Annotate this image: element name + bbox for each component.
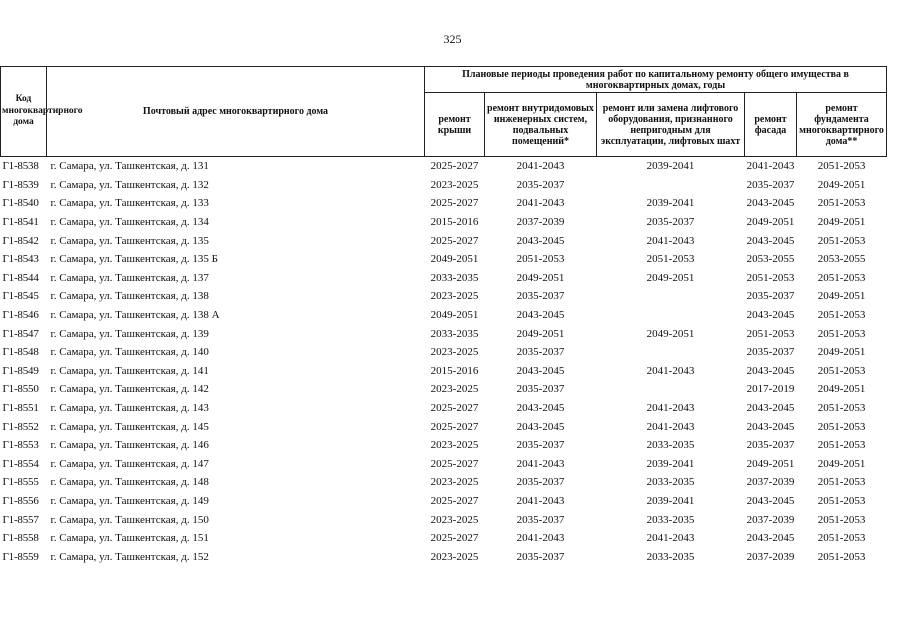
cell-roof: 2023-2025 xyxy=(430,178,479,191)
cell-roof: 2025-2027 xyxy=(430,160,479,173)
cell-foundation: 2051-2053 xyxy=(817,160,866,173)
cell-facade: 2043-2045 xyxy=(746,532,795,545)
cell-code: Г1-8558 xyxy=(2,532,39,545)
cell-facade: 2043-2045 xyxy=(746,420,795,433)
cell-address: г. Самара, ул. Ташкентская, д. 138 А xyxy=(50,309,220,322)
cell-address: г. Самара, ул. Ташкентская, д. 145 xyxy=(50,420,209,433)
cell-code: Г1-8539 xyxy=(2,178,39,191)
cell-engineering: 2041-2043 xyxy=(516,197,565,210)
cell-foundation: 2051-2053 xyxy=(817,513,866,526)
cell-address: г. Самара, ул. Ташкентская, д. 139 xyxy=(50,327,209,340)
table-row xyxy=(1,529,887,548)
cell-code: Г1-8542 xyxy=(2,234,39,247)
cell-facade: 2043-2045 xyxy=(746,402,795,415)
cell-lift: 2041-2043 xyxy=(646,420,695,433)
cell-code: Г1-8553 xyxy=(2,439,39,452)
cell-roof: 2023-2025 xyxy=(430,476,479,489)
cell-address: г. Самара, ул. Ташкентская, д. 149 xyxy=(50,494,209,507)
cell-address: г. Самара, ул. Ташкентская, д. 142 xyxy=(50,383,209,396)
cell-engineering: 2049-2051 xyxy=(516,327,565,340)
cell-lift: 2033-2035 xyxy=(646,513,695,526)
table-row xyxy=(1,287,887,306)
cell-roof: 2025-2027 xyxy=(430,402,479,415)
cell-address: г. Самара, ул. Ташкентская, д. 132 xyxy=(50,178,209,191)
cell-engineering: 2041-2043 xyxy=(516,532,565,545)
cell-facade: 2035-2037 xyxy=(746,439,795,452)
cell-foundation: 2051-2053 xyxy=(817,494,866,507)
cell-lift xyxy=(597,176,745,195)
cell-lift: 2041-2043 xyxy=(646,532,695,545)
cell-code: Г1-8557 xyxy=(2,513,39,526)
cell-facade: 2037-2039 xyxy=(746,476,795,489)
table-row xyxy=(1,250,887,269)
header-planned-periods: Плановые периоды проведения работ по капитальному ремонту общего имущества в многоквартирных домах, годы xyxy=(425,67,887,93)
cell-roof: 2015-2016 xyxy=(430,364,479,377)
table-row xyxy=(1,213,887,232)
cell-code: Г1-8559 xyxy=(2,550,39,563)
header-lift-repair: ремонт или замена лифтового оборудования, признанного непригодным для эксплуатации, лифтовых шахт xyxy=(597,93,745,157)
header-roof-repair: ремонт крыши xyxy=(425,93,485,157)
cell-facade: 2051-2053 xyxy=(746,271,795,284)
cell-address: г. Самара, ул. Ташкентская, д. 152 xyxy=(50,550,209,563)
cell-foundation: 2051-2053 xyxy=(817,364,866,377)
cell-foundation: 2051-2053 xyxy=(817,309,866,322)
cell-roof: 2015-2016 xyxy=(430,216,479,229)
cell-code: Г1-8548 xyxy=(2,346,39,359)
cell-address: г. Самара, ул. Ташкентская, д. 137 xyxy=(50,271,209,284)
cell-foundation: 2051-2053 xyxy=(817,402,866,415)
cell-address: г. Самара, ул. Ташкентская, д. 131 xyxy=(50,160,209,173)
cell-lift: 2049-2051 xyxy=(646,327,695,340)
cell-facade: 2017-2019 xyxy=(746,383,795,396)
cell-roof: 2033-2035 xyxy=(430,327,479,340)
cell-foundation: 2051-2053 xyxy=(817,550,866,563)
cell-code: Г1-8554 xyxy=(2,457,39,470)
table-row xyxy=(1,473,887,492)
cell-address: г. Самара, ул. Ташкентская, д. 150 xyxy=(50,513,209,526)
cell-code: Г1-8540 xyxy=(2,197,39,210)
cell-facade: 2043-2045 xyxy=(746,364,795,377)
cell-engineering: 2043-2045 xyxy=(516,402,565,415)
cell-address: г. Самара, ул. Ташкентская, д. 135 xyxy=(50,234,209,247)
cell-roof: 2025-2027 xyxy=(430,532,479,545)
cell-lift: 2041-2043 xyxy=(646,402,695,415)
header-foundation-repair: ремонт фундамента многоквартирного дома** xyxy=(797,93,887,157)
cell-roof: 2023-2025 xyxy=(430,346,479,359)
cell-lift: 2033-2035 xyxy=(646,550,695,563)
table-row xyxy=(1,417,887,436)
cell-roof: 2049-2051 xyxy=(430,253,479,266)
cell-engineering: 2043-2045 xyxy=(516,234,565,247)
table-row xyxy=(1,269,887,288)
cell-address: г. Самара, ул. Ташкентская, д. 141 xyxy=(50,364,209,377)
cell-address: г. Самара, ул. Ташкентская, д. 151 xyxy=(50,532,209,545)
header-engineering-repair: ремонт внутридомовых инженерных систем, подвальных помещений* xyxy=(485,93,597,157)
cell-engineering: 2049-2051 xyxy=(516,271,565,284)
cell-code: Г1-8556 xyxy=(2,494,39,507)
cell-facade: 2037-2039 xyxy=(746,513,795,526)
cell-foundation: 2049-2051 xyxy=(817,290,866,303)
table-row xyxy=(1,362,887,381)
table-row xyxy=(1,324,887,343)
table-row xyxy=(1,157,887,176)
header-code: Код многоквартирного дома xyxy=(1,67,47,157)
cell-facade: 2043-2045 xyxy=(746,309,795,322)
cell-lift: 2039-2041 xyxy=(646,457,695,470)
table-row xyxy=(1,306,887,325)
cell-lift xyxy=(597,380,745,399)
cell-address: г. Самара, ул. Ташкентская, д. 148 xyxy=(50,476,209,489)
cell-engineering: 2035-2037 xyxy=(516,178,565,191)
cell-lift: 2033-2035 xyxy=(646,476,695,489)
cell-roof: 2023-2025 xyxy=(430,439,479,452)
cell-lift: 2039-2041 xyxy=(646,197,695,210)
cell-engineering: 2035-2037 xyxy=(516,513,565,526)
cell-lift: 2035-2037 xyxy=(646,216,695,229)
cell-code: Г1-8547 xyxy=(2,327,39,340)
cell-facade: 2043-2045 xyxy=(746,234,795,247)
cell-facade: 2049-2051 xyxy=(746,457,795,470)
cell-lift: 2033-2035 xyxy=(646,439,695,452)
cell-lift: 2051-2053 xyxy=(646,253,695,266)
cell-facade: 2049-2051 xyxy=(746,216,795,229)
table-row xyxy=(1,455,887,474)
cell-lift xyxy=(597,287,745,306)
cell-engineering: 2035-2037 xyxy=(516,550,565,563)
cell-facade: 2037-2039 xyxy=(746,550,795,563)
cell-engineering: 2035-2037 xyxy=(516,439,565,452)
cell-engineering: 2035-2037 xyxy=(516,346,565,359)
cell-code: Г1-8541 xyxy=(2,216,39,229)
cell-foundation: 2051-2053 xyxy=(817,532,866,545)
cell-engineering: 2035-2037 xyxy=(516,290,565,303)
cell-code: Г1-8538 xyxy=(2,160,39,173)
cell-address: г. Самара, ул. Ташкентская, д. 138 xyxy=(50,290,209,303)
cell-engineering: 2051-2053 xyxy=(516,253,565,266)
cell-lift: 2039-2041 xyxy=(646,494,695,507)
cell-engineering: 2043-2045 xyxy=(516,364,565,377)
table-row xyxy=(1,492,887,511)
table-row xyxy=(1,343,887,362)
cell-facade: 2043-2045 xyxy=(746,197,795,210)
cell-address: г. Самара, ул. Ташкентская, д. 147 xyxy=(50,457,209,470)
cell-address: г. Самара, ул. Ташкентская, д. 140 xyxy=(50,346,209,359)
table-row xyxy=(1,194,887,213)
header-facade-repair: ремонт фасада xyxy=(745,93,797,157)
cell-roof: 2025-2027 xyxy=(430,234,479,247)
cell-roof: 2023-2025 xyxy=(430,383,479,396)
cell-code: Г1-8555 xyxy=(2,476,39,489)
cell-code: Г1-8546 xyxy=(2,309,39,322)
cell-foundation: 2053-2055 xyxy=(817,253,866,266)
cell-engineering: 2043-2045 xyxy=(516,309,565,322)
cell-address: г. Самара, ул. Ташкентская, д. 143 xyxy=(50,402,209,415)
cell-engineering: 2041-2043 xyxy=(516,160,565,173)
cell-lift xyxy=(597,306,745,325)
cell-foundation: 2051-2053 xyxy=(817,327,866,340)
cell-foundation: 2049-2051 xyxy=(817,178,866,191)
cell-foundation: 2051-2053 xyxy=(817,476,866,489)
cell-foundation: 2051-2053 xyxy=(817,234,866,247)
cell-engineering: 2041-2043 xyxy=(516,457,565,470)
cell-foundation: 2049-2051 xyxy=(817,346,866,359)
cell-code: Г1-8545 xyxy=(2,290,39,303)
cell-facade: 2041-2043 xyxy=(746,160,795,173)
cell-address: г. Самара, ул. Ташкентская, д. 146 xyxy=(50,439,209,452)
table-row xyxy=(1,399,887,418)
cell-address: г. Самара, ул. Ташкентская, д. 135 Б xyxy=(50,253,218,266)
table-row xyxy=(1,547,887,566)
cell-address: г. Самара, ул. Ташкентская, д. 133 xyxy=(50,197,209,210)
cell-engineering: 2035-2037 xyxy=(516,476,565,489)
header-address: Почтовый адрес многоквартирного дома xyxy=(47,67,425,157)
cell-foundation: 2051-2053 xyxy=(817,197,866,210)
cell-lift: 2041-2043 xyxy=(646,364,695,377)
cell-engineering: 2037-2039 xyxy=(516,216,565,229)
cell-code: Г1-8550 xyxy=(2,383,39,396)
page-number: 325 xyxy=(443,32,462,46)
cell-lift: 2039-2041 xyxy=(646,160,695,173)
table-row xyxy=(1,176,887,195)
cell-facade: 2053-2055 xyxy=(746,253,795,266)
cell-foundation: 2051-2053 xyxy=(817,271,866,284)
cell-roof: 2033-2035 xyxy=(430,271,479,284)
cell-facade: 2035-2037 xyxy=(746,178,795,191)
cell-code: Г1-8544 xyxy=(2,271,39,284)
cell-facade: 2051-2053 xyxy=(746,327,795,340)
cell-lift xyxy=(597,343,745,362)
cell-code: Г1-8549 xyxy=(2,364,39,377)
cell-lift: 2041-2043 xyxy=(646,234,695,247)
cell-roof: 2023-2025 xyxy=(430,513,479,526)
table-row xyxy=(1,436,887,455)
cell-code: Г1-8552 xyxy=(2,420,39,433)
cell-foundation: 2049-2051 xyxy=(817,457,866,470)
cell-address: г. Самара, ул. Ташкентская, д. 134 xyxy=(50,216,209,229)
cell-facade: 2035-2037 xyxy=(746,346,795,359)
cell-facade: 2043-2045 xyxy=(746,494,795,507)
cell-roof: 2025-2027 xyxy=(430,457,479,470)
cell-engineering: 2035-2037 xyxy=(516,383,565,396)
repair-schedule-table xyxy=(0,66,887,566)
cell-engineering: 2041-2043 xyxy=(516,494,565,507)
cell-roof: 2025-2027 xyxy=(430,494,479,507)
cell-roof: 2023-2025 xyxy=(430,290,479,303)
cell-engineering: 2043-2045 xyxy=(516,420,565,433)
cell-roof: 2049-2051 xyxy=(430,309,479,322)
cell-facade: 2035-2037 xyxy=(746,290,795,303)
cell-roof: 2025-2027 xyxy=(430,420,479,433)
cell-roof: 2025-2027 xyxy=(430,197,479,210)
table-row xyxy=(1,510,887,529)
cell-foundation: 2051-2053 xyxy=(817,439,866,452)
cell-foundation: 2051-2053 xyxy=(817,420,866,433)
cell-lift: 2049-2051 xyxy=(646,271,695,284)
cell-code: Г1-8543 xyxy=(2,253,39,266)
cell-foundation: 2049-2051 xyxy=(817,383,866,396)
cell-foundation: 2049-2051 xyxy=(817,216,866,229)
table-row xyxy=(1,231,887,250)
cell-code: Г1-8551 xyxy=(2,402,39,415)
cell-roof: 2023-2025 xyxy=(430,550,479,563)
table-row xyxy=(1,380,887,399)
